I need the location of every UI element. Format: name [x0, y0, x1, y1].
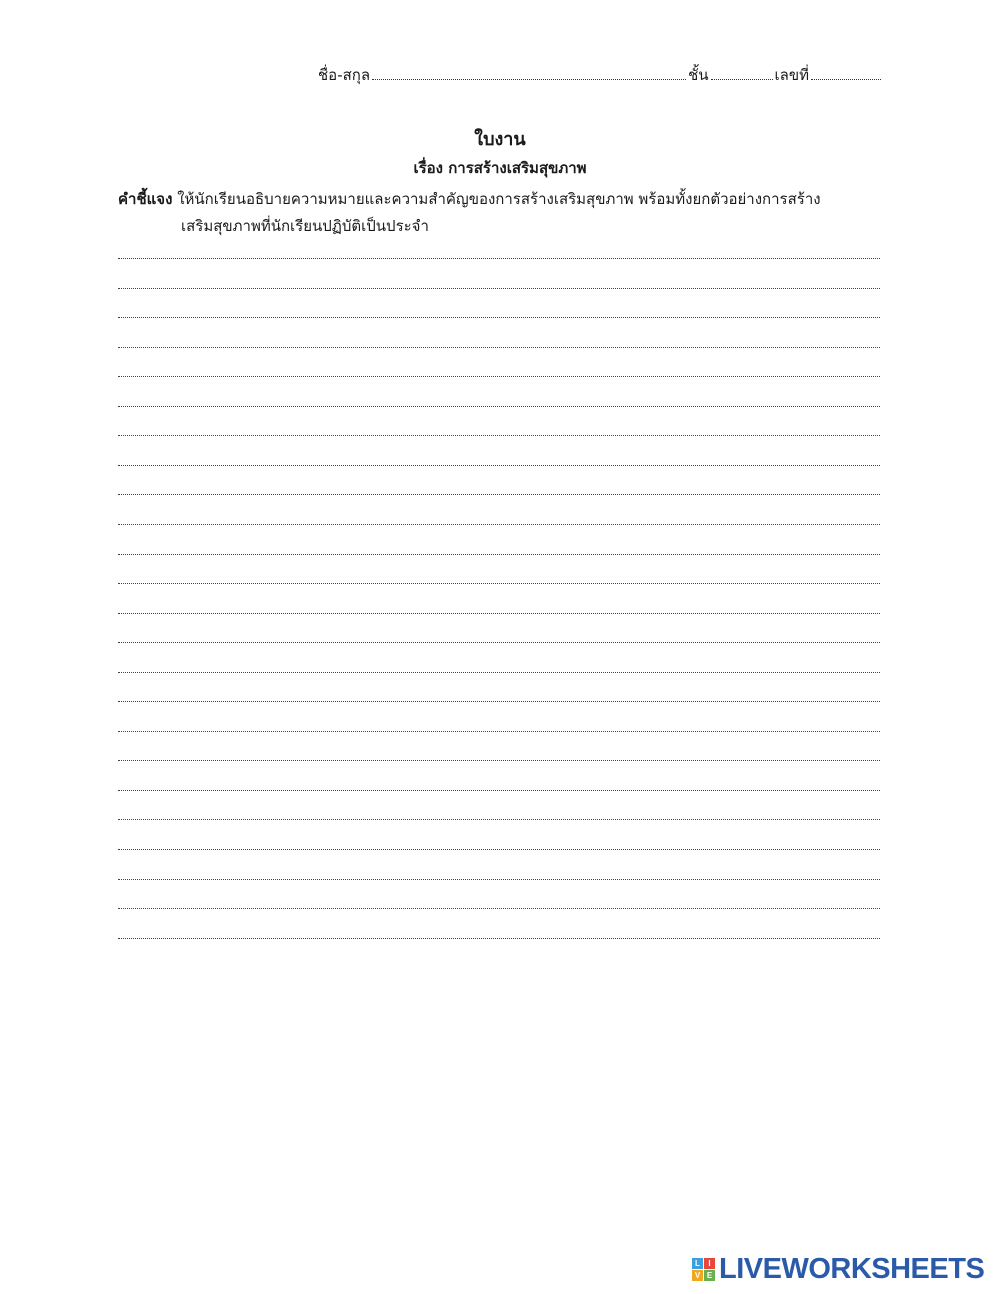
name-label: ชื่อ-สกุล	[318, 66, 371, 84]
answer-line[interactable]	[118, 731, 880, 732]
class-label: ชั้น	[688, 66, 709, 84]
answer-line[interactable]	[118, 494, 880, 495]
answer-line[interactable]	[118, 317, 880, 318]
brand-logo	[692, 1253, 984, 1285]
instructions-text-2: เสริมสุขภาพที่นักเรียนปฏิบัติเป็นประจำ	[181, 217, 429, 235]
answer-line[interactable]	[118, 790, 880, 791]
answer-line[interactable]	[118, 642, 880, 643]
number-label: เลขที่	[774, 66, 809, 84]
answer-line[interactable]	[118, 701, 880, 702]
worksheet-subtitle: เรื่อง การสร้างเสริมสุขภาพ	[413, 159, 587, 177]
answer-line[interactable]	[118, 819, 880, 820]
answer-line[interactable]	[118, 406, 880, 407]
answer-line[interactable]	[118, 583, 880, 584]
answer-line[interactable]	[118, 288, 880, 289]
answer-line[interactable]	[118, 376, 880, 377]
number-field[interactable]	[811, 64, 881, 80]
answer-line[interactable]	[118, 258, 880, 259]
answer-line[interactable]	[118, 760, 880, 761]
answer-line[interactable]	[118, 938, 880, 939]
brand-name: LIVEWORKSHEETS	[719, 1252, 985, 1285]
brand-icon-tile: L	[692, 1258, 703, 1269]
brand-icon-tile: I	[704, 1258, 715, 1269]
worksheet-title: ใบงาน	[474, 129, 526, 150]
answer-line[interactable]	[118, 465, 880, 466]
brand-icon-tile: V	[692, 1270, 703, 1281]
answer-line[interactable]	[118, 908, 880, 909]
answer-line[interactable]	[118, 435, 880, 436]
name-field[interactable]	[372, 64, 686, 80]
liveworksheets-icon	[692, 1258, 715, 1281]
answer-line[interactable]	[118, 879, 880, 880]
instructions	[118, 186, 878, 240]
student-info-line	[318, 63, 883, 85]
answer-line[interactable]	[118, 613, 880, 614]
class-field[interactable]	[711, 64, 773, 80]
answer-line[interactable]	[118, 554, 880, 555]
instructions-line-1	[118, 186, 878, 213]
answer-line[interactable]	[118, 524, 880, 525]
answer-line[interactable]	[118, 347, 880, 348]
instructions-text-1: ให้นักเรียนอธิบายความหมายและความสำคัญของการสร้างเสริมสุขภาพ พร้อมทั้งยกตัวอย่างการสร้าง	[177, 190, 821, 208]
answer-line[interactable]	[118, 672, 880, 673]
answer-line[interactable]	[118, 849, 880, 850]
instructions-label: คำชี้แจง	[118, 190, 173, 208]
brand-icon-tile: E	[704, 1270, 715, 1281]
